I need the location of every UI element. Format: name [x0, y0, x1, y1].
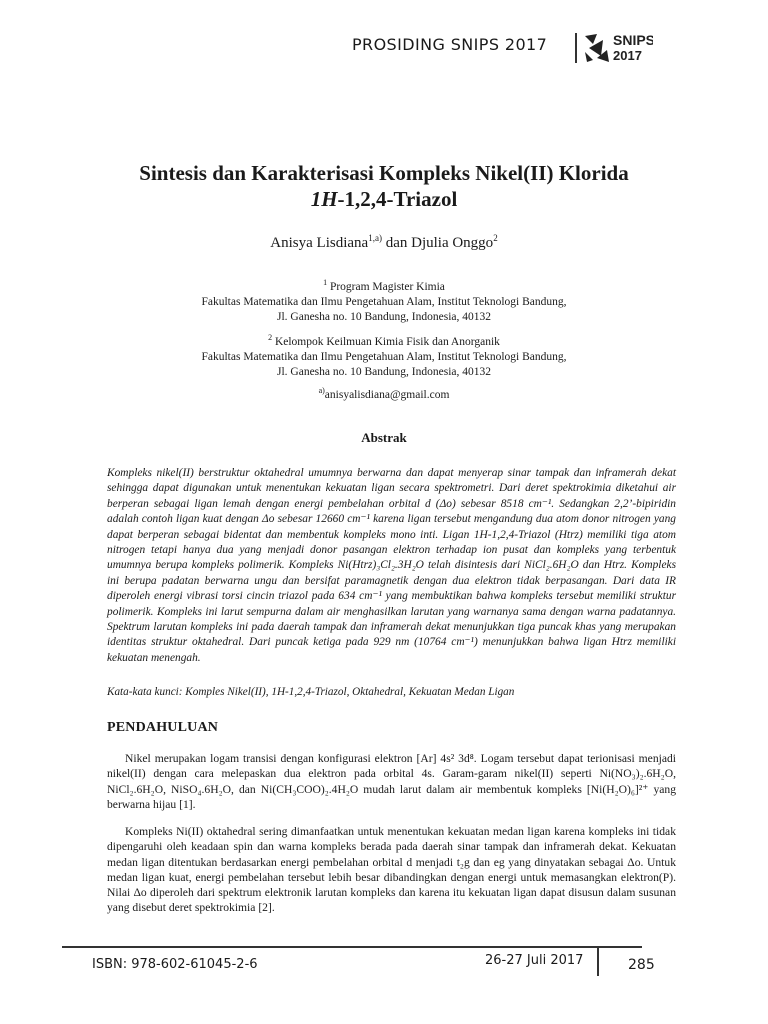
footer-rule — [62, 946, 642, 948]
affiliation-1-marker: 1 — [323, 278, 328, 287]
affiliation-1 — [0, 275, 768, 325]
title-rest-part: -1,2,4-Triazol — [337, 187, 458, 211]
snips-logo — [583, 30, 653, 64]
author-1: Anisya Lisdiana — [270, 235, 369, 251]
snips-logo-icon — [583, 30, 653, 64]
corresponding-email — [0, 386, 768, 401]
isbn: ISBN: 978-602-61045-2-6 — [92, 957, 258, 972]
logo-text-top: SNIPS — [613, 32, 653, 48]
proceedings-title: PROSIDING SNIPS 2017 — [352, 35, 548, 54]
affiliation-2 — [0, 330, 768, 380]
section-heading: PENDAHULUAN — [107, 720, 219, 735]
abstract-text: Kompleks nikel(II) berstruktur oktahedral umumnya berwarna dan dapat menyerap sinar tampak dan inframerah dekat sehingga dapat digunakan untuk menentukan kekuatan ligan secara spektrometri. Dari deret spektrokimia diketahui air berperan sebagai ligan lemah dengan energi pembelahan orbital d (Δo) sebesar 8518 cm⁻¹. Sedangkan 2,2’-bipiridin adalah contoh ligan kuat dengan Δo sebesar 12660 cm⁻¹ karena ligan tersebut mengandung dua atom donor nitrogen yang dapat berperan sebagai bidentat dan membentuk kompleks mono inti. Ligan 1H-1,2,4-Triazol (Htrz) memiliki tiga atom nitrogen tetapi hanya dua yang menjadi donor pasangan elektron terhadap ion pusat dan kompleks yang terbentuk umumnya berupa kompleks polimerik. Kompleks Ni(Htrz)₃Cl₂.3H₂O telah disintesis dari NiCl₂.6H₂O dan Htrz. Kompleks ini berupa padatan berwarna ungu dan bersifat paramagnetik dengan dua elektron tidak berpasangan. Dari data IR diperoleh energi vibrasi torsi cincin triazol pada 634 cm⁻¹ yang membuktikan bahwa kompleks tersebut memiliki struktur polimerik. Kompleks ini larut sempurna dalam air menghasilkan larutan yang warnanya sama dengan warna padatannya. Spektrum larutan kompleks ini pada daerah tampak dan inframerah dekat menunjukkan tiga puncak khas yang merupakan identitas struktur oktahedral. Dari puncak ketiga pada 929 nm (10764 cm⁻¹) menunjukkan bahwa ligan Htrz memiliki kekuatan menengah. — [107, 467, 676, 664]
abstract-heading: Abstrak — [361, 430, 407, 445]
header-divider — [575, 33, 577, 63]
author-2: dan Djulia Onggo — [381, 235, 494, 251]
conference-date: 26-27 Juli 2017 — [485, 953, 584, 968]
intro-paragraph-1: Nikel merupakan logam transisi dengan konfigurasi elektron [Ar] 4s² 3d⁸. Logam tersebut dapat terionisasi menjadi nikel(II) dengan cara melepaskan dua elektron pada orbital 4s. Garam-garam nikel(II) seperti Ni(NO₃)₂.6H₂O, NiCl₂.6H₂O, NiSO₄.6H₂O, dan Ni(CH₃COO)₂.4H₂O mudah larut dalam air membentuk kompleks [Ni(H₂O)₆]²⁺ yang berwarna hijau [1]. — [107, 752, 676, 811]
footer-divider — [597, 946, 599, 976]
email-marker: a) — [318, 386, 325, 395]
affiliation-2-line-2: Fakultas Matematika dan Ilmu Pengetahuan Alam, Institut Teknologi Bandung, — [201, 350, 567, 363]
affiliation-2-line-1: Kelompok Keilmuan Kimia Fisik dan Anorganik — [274, 335, 500, 348]
affiliation-1-line-3: Jl. Ganesha no. 10 Bandung, Indonesia, 40132 — [277, 310, 491, 323]
paper-title — [0, 160, 768, 212]
page-number: 285 — [628, 957, 655, 973]
title-italic-part: 1H — [310, 187, 338, 211]
intro-paragraph-2: Kompleks Ni(II) oktahedral sering dimanfaatkan untuk menentukan kekuatan medan ligan karena kompleks ini tidak dipengaruhi oleh keadaan spin dan warna kompleks berada pada daerah sinar tampak dan inframerah dekat. Kekuatan medan ligan ditentukan berdasarkan energi pembelahan orbital d menjadi t₂g dan eg yang dinyatakan sebagai Δo. Untuk medan ligan kuat, energi pembelahan tersebut lebih besar dibandingkan dengan energi untuk memasangkan elektron(P). Nilai Δo diperoleh dari spektrum elektronik larutan kompleks dan karena itu kekuatan ligan dapat disusun dalam susunan yang disebut deret spektrokimia [2]. — [107, 825, 676, 915]
author-2-affiliation: 2 — [493, 233, 498, 243]
title-line-2 — [0, 186, 768, 212]
author-list — [0, 233, 768, 252]
affiliation-1-line-2: Fakultas Matematika dan Ilmu Pengetahuan Alam, Institut Teknologi Bandung, — [201, 295, 567, 308]
affiliation-2-line-3: Jl. Ganesha no. 10 Bandung, Indonesia, 40132 — [277, 365, 491, 378]
affiliation-2-marker: 2 — [268, 333, 273, 342]
title-line-1: Sintesis dan Karakterisasi Kompleks Nikel(II) Klorida — [139, 161, 629, 185]
affiliation-1-line-1: Program Magister Kimia — [329, 280, 445, 293]
author-1-affiliation: 1,a) — [368, 233, 382, 243]
keywords: Kata-kata kunci: Komples Nikel(II), 1H-1,2,4-Triazol, Oktahedral, Kekuatan Medan Ligan — [107, 686, 515, 698]
logo-text-bottom: 2017 — [613, 48, 642, 63]
email-address: anisyalisdiana@gmail.com — [324, 388, 450, 401]
